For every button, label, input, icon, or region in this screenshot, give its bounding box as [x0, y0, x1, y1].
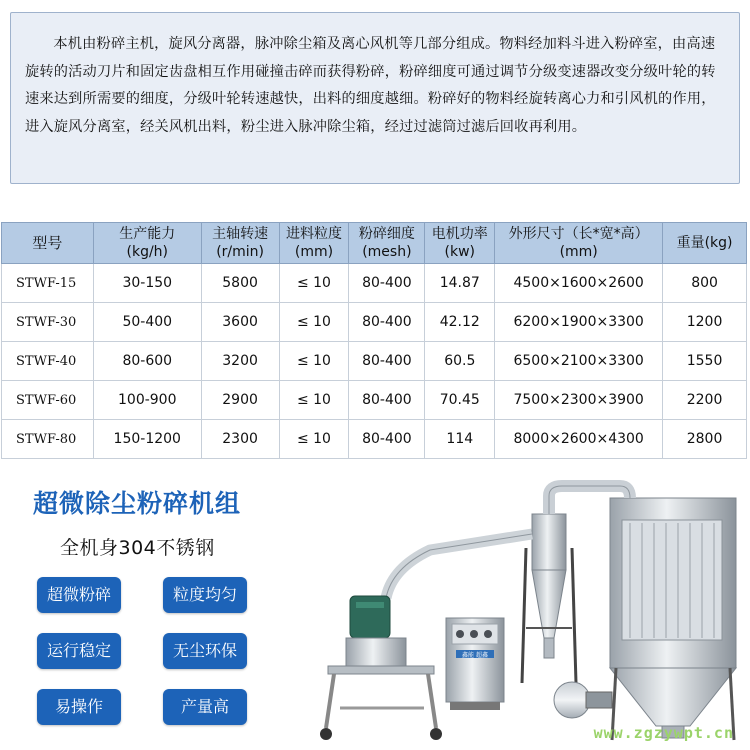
spec-table: [1, 222, 747, 459]
cell-dimensions: 8000×2600×4300: [495, 420, 663, 459]
cell-dimensions: 4500×1600×2600: [495, 264, 663, 303]
cell-capacity: 100-900: [93, 381, 201, 420]
cell-dimensions: 6200×1900×3300: [495, 303, 663, 342]
cell-dimensions: 6500×2100×3300: [495, 342, 663, 381]
cell-dimensions: 7500×2300×3900: [495, 381, 663, 420]
cell-model: STWF-60: [2, 381, 94, 420]
intro-description: 本机由粉碎主机，旋风分离器，脉冲除尘箱及离心风机等几部分组成。物料经加料斗进入粉碎室，由高速旋转的活动刀片和固定齿盘相互作用碰撞击碎而获得粉碎，粉碎细度可通过调节分级变速器改变分级叶轮的转速来达到所需要的细度，分级叶轮转速越快，出料的细度越细。粉碎好的物料经旋转离心力和引风机的作用，进入旋风分离室，经关风机出料，粉尘进入脉冲除尘箱，经过过滤筒过滤后回收再利用。: [10, 12, 740, 184]
cell-model: STWF-15: [2, 264, 94, 303]
cell-weight: 800: [663, 264, 747, 303]
header-dimensions: 外形尺寸（长*宽*高） (mm): [495, 223, 663, 264]
grinder-unit-illustration: [300, 478, 750, 750]
cell-capacity: 150-1200: [93, 420, 201, 459]
table-row: [2, 264, 747, 303]
cell-motor-power: 60.5: [425, 342, 495, 381]
promo-subtitle: 全机身304不锈钢: [60, 537, 215, 559]
header-model: 型号: [2, 223, 94, 264]
cell-weight: 1550: [663, 342, 747, 381]
feature-badge: 易操作: [37, 689, 121, 725]
header-fineness: 粉碎细度 (mesh): [349, 223, 425, 264]
feature-badge: 无尘环保: [163, 633, 247, 669]
cell-fineness: 80-400: [349, 420, 425, 459]
header-weight: 重量(kg): [663, 223, 747, 264]
header-motor-power: 电机功率 (kw): [425, 223, 495, 264]
cell-motor-power: 42.12: [425, 303, 495, 342]
cell-weight: 2800: [663, 420, 747, 459]
watermark: www.zgzywpt.cn: [593, 724, 734, 742]
cell-motor-power: 70.45: [425, 381, 495, 420]
centrifugal-fan: [554, 682, 612, 718]
header-spindle-speed: 主轴转速 (r/min): [201, 223, 279, 264]
cell-fineness: 80-400: [349, 342, 425, 381]
feature-badge: 运行稳定: [37, 633, 121, 669]
cell-feed-size: ≤ 10: [279, 381, 349, 420]
promo-title: 超微除尘粉碎机组: [33, 489, 242, 518]
cabinet-label: 鑫能 超鑫: [462, 652, 488, 659]
cell-fineness: 80-400: [349, 381, 425, 420]
cell-fineness: 80-400: [349, 303, 425, 342]
table-row: [2, 420, 747, 459]
control-cabinet: [446, 618, 504, 710]
cell-weight: 2200: [663, 381, 747, 420]
cell-weight: 1200: [663, 303, 747, 342]
table-row: [2, 342, 747, 381]
cell-spindle-speed: 2900: [201, 381, 279, 420]
cell-spindle-speed: 2300: [201, 420, 279, 459]
header-capacity: 生产能力 (kg/h): [93, 223, 201, 264]
feature-badge: 产量高: [163, 689, 247, 725]
cell-capacity: 50-400: [93, 303, 201, 342]
air-duct: [386, 534, 532, 598]
cell-spindle-speed: 3200: [201, 342, 279, 381]
feature-badge: 粒度均匀: [163, 577, 247, 613]
cell-spindle-speed: 3600: [201, 303, 279, 342]
table-row: [2, 303, 747, 342]
feature-badge: 超微粉碎: [37, 577, 121, 613]
grinder-main-unit: [320, 596, 442, 740]
cell-capacity: 30-150: [93, 264, 201, 303]
cell-model: STWF-30: [2, 303, 94, 342]
cell-fineness: 80-400: [349, 264, 425, 303]
cell-feed-size: ≤ 10: [279, 420, 349, 459]
header-feed-size: 进料粒度 (mm): [279, 223, 349, 264]
cell-model: STWF-80: [2, 420, 94, 459]
cell-spindle-speed: 5800: [201, 264, 279, 303]
pulse-dust-collector: [610, 498, 736, 740]
cell-capacity: 80-600: [93, 342, 201, 381]
cell-feed-size: ≤ 10: [279, 264, 349, 303]
table-header-row: [2, 223, 747, 264]
cell-feed-size: ≤ 10: [279, 342, 349, 381]
cell-motor-power: 14.87: [425, 264, 495, 303]
cell-model: STWF-40: [2, 342, 94, 381]
cell-feed-size: ≤ 10: [279, 303, 349, 342]
cell-motor-power: 114: [425, 420, 495, 459]
table-row: [2, 381, 747, 420]
